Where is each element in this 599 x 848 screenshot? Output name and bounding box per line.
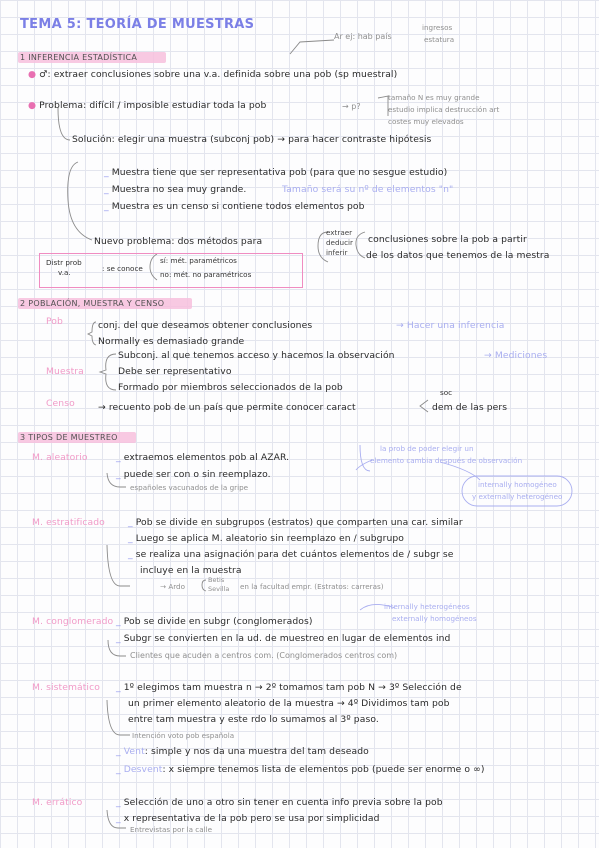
s2-muestra-line-1: Subconj. al que tenemos acceso y hacemos la observación (118, 350, 395, 361)
s2-censo-label: Censo (46, 398, 75, 409)
sist-line-2: un primer elemento aleatorio de la muestra → 4º Dividimos tam pob (128, 698, 450, 709)
aleatorio-line-2: _ puede ser con o sin reemplazo. (116, 469, 271, 480)
s1-item-3: _ Muestra es un censo si contiene todos elementos pob (104, 201, 365, 212)
s2-pob-label: Pob (46, 316, 63, 327)
estrat-label: M. estratificado (32, 517, 105, 528)
estrat-line-4: incluye en la muestra (140, 565, 242, 576)
sist-line-3: entre tam muestra y este rdo lo sumamos al 3º paso. (128, 714, 379, 725)
s2-censo-line: → recuento pob de un país que permite conocer caract (98, 402, 356, 413)
aleatorio-line-1: _ extraemos elementos pob al AZAR. (116, 452, 290, 463)
conglo-label: M. conglomerado (32, 616, 114, 627)
conglo-bubble-2: externally homogéneos (392, 614, 477, 623)
errat-line-1: _ Selección de uno a otro sin tener en cuenta info previa sobre la pob (116, 797, 443, 808)
s1-method-3: inferir (326, 248, 348, 257)
distr-2: v.a. (58, 268, 71, 277)
s2-pob-line-1: conj. del que deseamos obtener conclusiones (98, 320, 313, 331)
s1-def: ● ♂: extraer conclusiones sobre una v.a. definida sobre una pob (sp muestral) (28, 69, 398, 80)
s2-pob-line-2: Normally es demasiado grande (98, 336, 245, 347)
s1-problem-note-1: tamaño N es muy grande (388, 93, 480, 102)
note-top-brace-2: estatura (424, 35, 455, 44)
estrat-note: → Ardo (160, 582, 186, 591)
errat-line-2: _ x representativa de la pob pero se usa por simplicidad (116, 813, 380, 824)
s1-conclusion-1: conclusiones sobre la pob a partir (368, 234, 527, 245)
sist-label: M. sistemático (32, 682, 100, 693)
aleatorio-bubble-2: y externally heterogéneo (472, 492, 563, 501)
s2-muestra-line-2: Debe ser representativo (118, 366, 232, 377)
s1-problem-note-2: estudio implica destrucción art (388, 105, 500, 114)
aleatorio-note: españoles vacunados de la gripe (130, 483, 249, 492)
estrat-brace-1: Betis (208, 576, 225, 584)
distr-no: no: mét. no paramétricos (160, 270, 252, 279)
s1-method-1: extraer (326, 228, 353, 237)
conglo-note: Clientes que acuden a centros com. (Conglomerados centros com) (130, 651, 398, 660)
s1-problem-arrow: → p? (342, 102, 361, 111)
conglo-line-1: _ Pob se divide en subgr (conglomerados) (116, 616, 313, 627)
sist-vent: _ Vent: simple y nos da una muestra del tam deseado (116, 746, 369, 757)
estrat-line-1: _ Pob se divide en subgrupos (estratos) que comparten una car. similar (128, 517, 463, 528)
sist-line-1: _ 1º elegimos tam muestra n → 2º tomamos tam pob N → 3º Selección de (116, 682, 462, 693)
s2-muestra-line-3: Formado por miembros seleccionados de la pob (118, 382, 343, 393)
sist-note: Intención voto pob española (132, 731, 235, 740)
s1-conclusion-2: de los datos que tenemos de la mestra (366, 250, 550, 261)
s1-problem: ● Problema: difícil / imposible estudiar toda la pob (28, 100, 267, 111)
sist-desv: _ Desvent: x siempre tenemos lista de elementos pob (puede ser enorme o ∞) (116, 764, 485, 775)
distr-conoce: : se conoce (102, 264, 143, 273)
note-top: Ar ej: hab país (334, 32, 392, 41)
s1-nuevo: Nuevo problema: dos métodos para (94, 236, 263, 247)
section-2-heading: 2 POBLACIÓN, MUESTRA Y CENSO (20, 299, 165, 308)
section-1-heading: 1 INFERENCIA ESTADÍSTICA (20, 53, 138, 62)
estrat-note-tail: en la facultad empr. (Estratos: carreras) (240, 582, 384, 591)
s1-problem-note-3: costes muy elevados (388, 117, 464, 126)
aleatorio-bubble-1: internally homogéneo (478, 480, 557, 489)
estrat-line-3: _ se realiza una asignación para det cuántos elementos de / subgr se (128, 549, 454, 560)
s2-censo-soc: soc (440, 388, 453, 397)
aleatorio-blue-2: elemento cambia después de observación (370, 456, 523, 465)
errat-note: Entrevistas por la calle (130, 825, 213, 834)
aleatorio-blue-1: la prob de poder elegir un (380, 444, 474, 453)
distr-si: sí: mét. paramétricos (160, 256, 237, 265)
note-top-brace-1: ingresos (422, 23, 453, 32)
estrat-line-2: _ Luego se aplica M. aleatorio sin reemplazo en / subgrupo (128, 533, 405, 544)
aleatorio-label: M. aleatorio (32, 452, 88, 463)
s2-muestra-note: → Mediciones (484, 350, 548, 361)
page-title: TEMA 5: TEORÍA DE MUESTRAS (20, 17, 255, 32)
s1-method-2: deducir (326, 238, 354, 247)
s1-item-1: _ Muestra tiene que ser representativa pob (para que no sesgue estudio) (104, 167, 448, 178)
s1-item-2: _ Muestra no sea muy grande. (104, 184, 247, 195)
errat-label: M. errático (32, 797, 83, 808)
s2-muestra-label: Muestra (46, 366, 84, 377)
s1-item-2-note: Tamaño será su nº de elementos "n" (282, 184, 454, 195)
s1-solution: Solución: elegir una muestra (subconj pob) → para hacer contraste hipótesis (72, 134, 432, 145)
section-3-heading: 3 TIPOS DE MUESTREO (20, 433, 118, 442)
estrat-brace-2: Sevilla (208, 585, 230, 593)
conglo-bubble-1: internally heterogéneos (384, 602, 470, 611)
s2-pob-note: → Hacer una inferencia (396, 320, 505, 331)
s2-censo-dem: dem de las pers (432, 402, 508, 413)
distr-1: Distr prob (46, 258, 82, 267)
conglo-line-2: _ Subgr se convierten en la ud. de muestreo en lugar de elementos ind (116, 633, 451, 644)
